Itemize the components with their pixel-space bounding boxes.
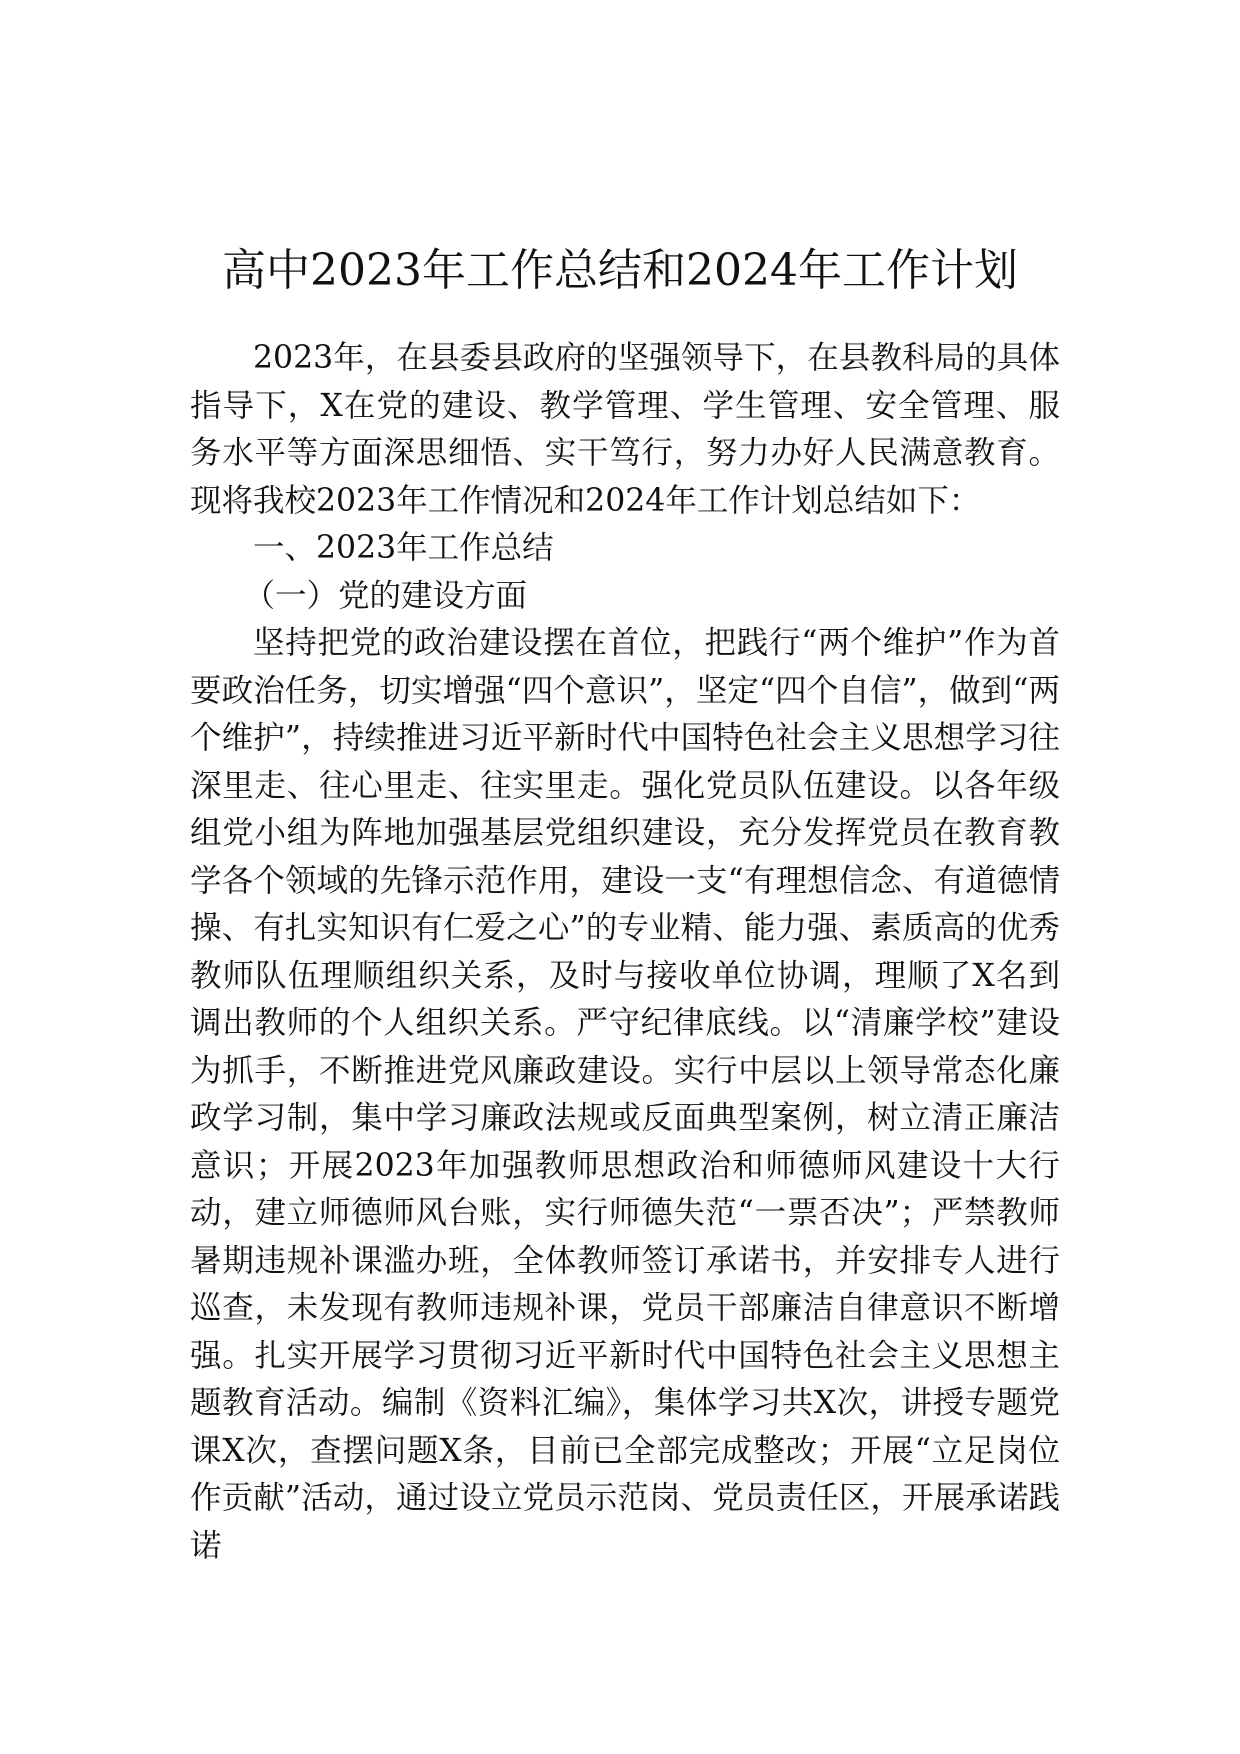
document-body: [190, 335, 1060, 1570]
intro-paragraph: 2023年，在县委县政府的坚强领导下，在县教科局的具体指导下，X在党的建设、教学管理、学生管理、安全管理、服务水平等方面深思细悟、实干笃行，努力办好人民满意教育。现将我校2023年工作情况和2024年工作计划总结如下：: [190, 340, 1060, 519]
document-title: 高中2023年工作总结和2024年工作计划: [222, 245, 1018, 297]
party-building-paragraph: 坚持把党的政治建设摆在首位，把践行“两个维护”作为首要政治任务，切实增强“四个意识”，坚定“四个自信”，做到“两个维护”，持续推进习近平新时代中国特色社会主义思想学习往深里走、往心里走、往实里走。强化党员队伍建设。以各年级组党小组为阵地加强基层党组织建设，充分发挥党员在教育教学各个领域的先锋示范作用，建设一支“有理想信念、有道德情操、有扎实知识有仁爱之心”的专业精、能力强、素质高的优秀教师队伍理顺组织关系，及时与接收单位协调，理顺了X名到调出教师的个人组织关系。严守纪律底线。以“清廉学校”建设为抓手，不断推进党风廉政建设。实行中层以上领导常态化廉政学习制，集中学习廉政法规或反面典型案例，树立清正廉洁意识；开展2023年加强教师思想政治和师德师风建设十大行动，建立师德师风台账，实行师德失范“一票否决”；严禁教师暑期违规补课滥办班，全体教师签订承诺书，并安排专人进行巡查，未发现有教师违规补课，党员干部廉洁自律意识不断增强。扎实开展学习贯彻习近平新时代中国特色社会主义思想主题教育活动。编制《资料汇编》，集体学习共X次，讲授专题党课X次，查摆问题X条，目前已全部完成整改；开展“立足岗位作贡献”活动，通过设立党员示范岗、党员责任区，开展承诺践诺: [190, 625, 1060, 1564]
section-heading-summary: 一、2023年工作总结: [253, 530, 554, 566]
subsection-heading-party-building: （一）党的建设方面: [243, 577, 528, 614]
